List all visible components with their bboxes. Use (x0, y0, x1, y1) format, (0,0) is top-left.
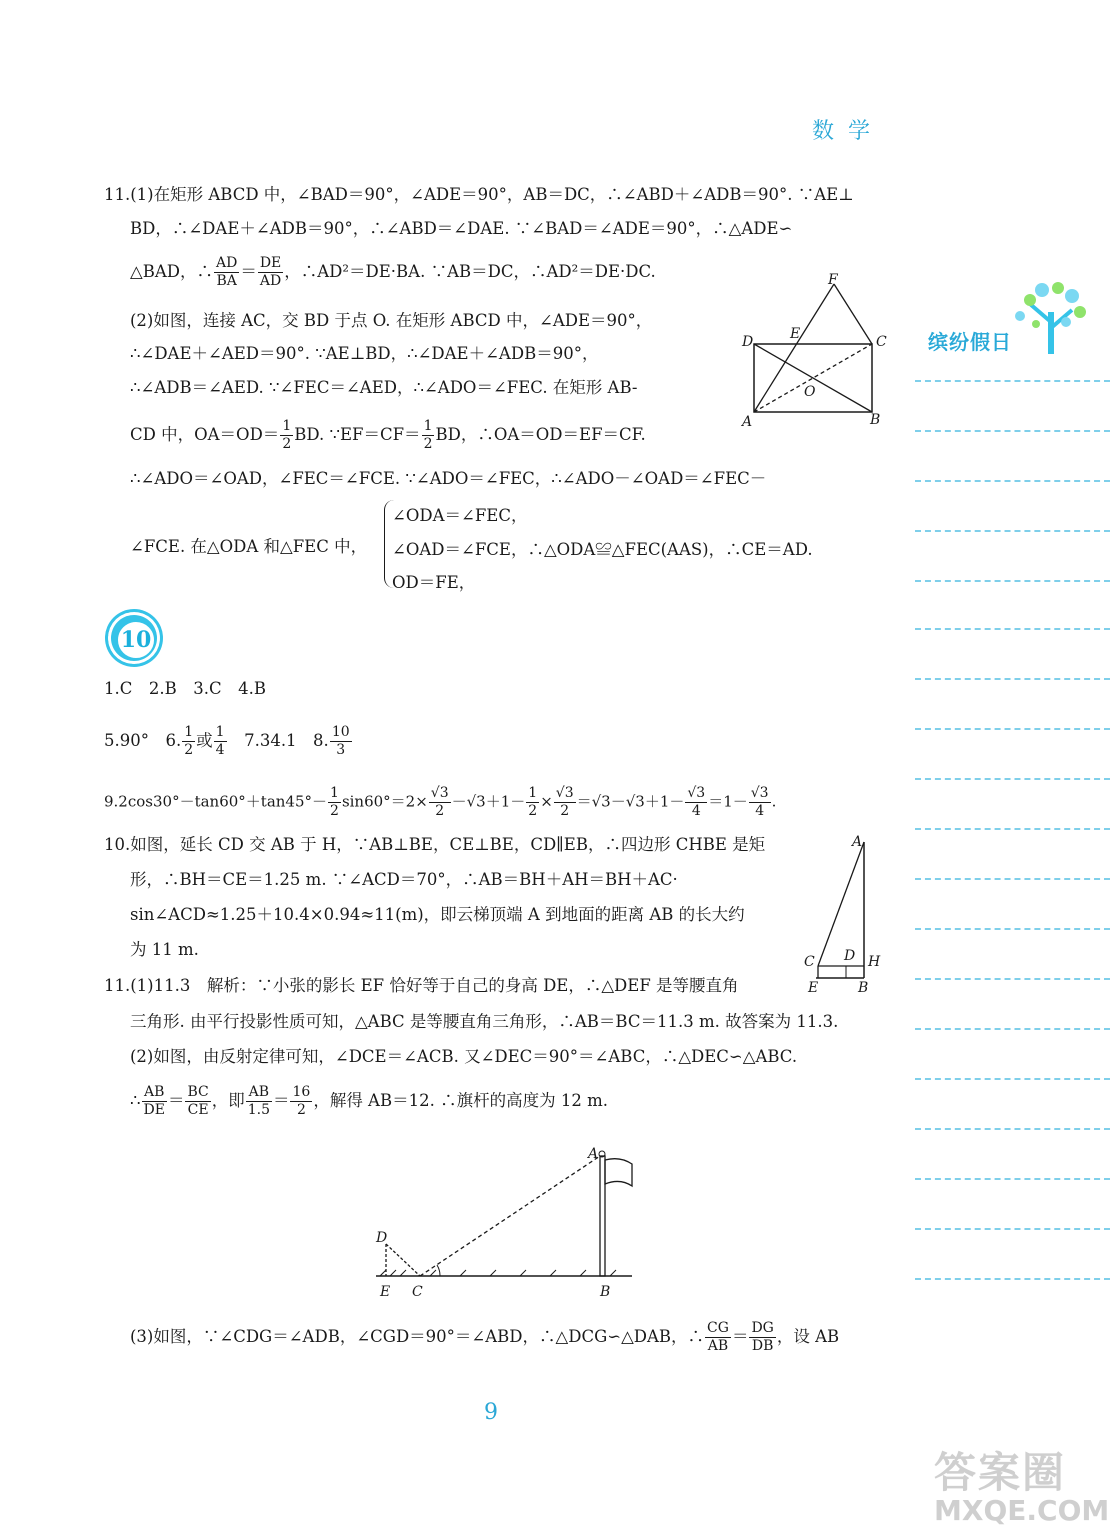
solution-line: 形，∴BH＝CE＝1.25 m. ∵∠ACD＝70°，∴AB＝BH＋AH＝BH＋AC· (130, 870, 678, 889)
fraction: $\frac{AB}{DE}$ (143, 1084, 165, 1118)
note-line (915, 1178, 1110, 1180)
fraction: $\frac{1}{2}$ (528, 785, 538, 819)
label-E: E (790, 326, 801, 342)
fraction: $\frac{AD}{BA}$ (215, 255, 238, 289)
label-B: B (870, 412, 881, 428)
solution-line: (2)如图，由反射定律可知，∠DCE＝∠ACB. 又∠DEC＝90°＝∠ABC，∴△DEC∽△ABC. (130, 1047, 798, 1066)
fraction: $\frac{10}{3}$ (331, 724, 350, 758)
fraction: $\frac{√3}{4}$ (750, 785, 769, 819)
note-line (915, 978, 1110, 980)
answer-line: 1.C 2.B 3.C 4.B (104, 679, 266, 698)
fraction: $\frac{16}{2}$ (292, 1084, 311, 1118)
label-F: F (828, 272, 838, 288)
note-line (915, 878, 1110, 880)
fraction: $\frac{√3}{2}$ (430, 785, 449, 819)
label-A: A (852, 834, 863, 850)
note-line (915, 1128, 1110, 1130)
tree-icon (1010, 282, 1090, 356)
fraction: $\frac{√3}{2}$ (555, 785, 574, 819)
fraction: $\frac{1}{4}$ (215, 724, 225, 758)
rectangle-figure (736, 272, 896, 432)
note-line (915, 1278, 1110, 1280)
fraction: $\frac{1}{2}$ (282, 418, 292, 452)
page-number: 9 (484, 1400, 498, 1425)
label-B: B (858, 980, 869, 996)
note-line (915, 430, 1110, 432)
note-line (915, 580, 1110, 582)
system-line: ∠ODA＝∠FEC， (392, 506, 528, 525)
watermark: 答案圈 MXQE.COM (934, 1448, 1110, 1527)
solution-line: ∴∠DAE＋∠AED＝90°. ∵AE⊥BD，∴∠DAE＋∠ADB＝90°， (130, 344, 599, 363)
label-B: B (600, 1284, 611, 1300)
note-line (915, 530, 1110, 532)
fraction: $\frac{√3}{4}$ (687, 785, 706, 819)
note-line (915, 928, 1110, 930)
section-badge (105, 609, 163, 667)
solution-line: 11.(1)11.3 解析：∵小张的影长 EF 恰好等于自己的身高 DE，∴△DEF 是等腰直角 (104, 976, 739, 995)
solution-line: ∴∠ADB＝∠AED. ∵∠FEC＝∠AED，∴∠ADO＝∠FEC. 在矩形 AB- (130, 378, 638, 397)
note-line (915, 480, 1110, 482)
ladder-figure (800, 832, 890, 996)
solution-line: 为 11 m. (130, 940, 199, 959)
solution-line: △BAD，∴ $\frac{AD}{BA}$ ＝ $\frac{DE}{AD}$ ，∴AD²＝DE·BA. ∵AB＝DC，∴AD²＝DE·DC. (130, 255, 656, 289)
fraction: $\frac{1}{2}$ (330, 785, 339, 819)
fraction: $\frac{DE}{AD}$ (259, 255, 282, 289)
fraction: $\frac{AB}{1.5}$ (247, 1084, 270, 1118)
answer-line: 5.90° 6. $\frac{1}{2}$ 或 $\frac{1}{4}$ 7.34.1 8. $\frac{10}{3}$ (104, 724, 350, 758)
fraction: $\frac{1}{2}$ (423, 418, 433, 452)
fraction: $\frac{1}{2}$ (184, 724, 194, 758)
subject-header: 数学 (812, 119, 885, 144)
label-C: C (412, 1284, 423, 1300)
system-line: ∠OAD＝∠FCE，∴△ODA≌△FEC(AAS)，∴CE＝AD. (392, 540, 813, 559)
solution-line: ∴∠ADO＝∠OAD，∠FEC＝∠FCE. ∵∠ADO＝∠FEC，∴∠ADO－∠OAD＝∠FEC－ (130, 469, 767, 488)
answer-line: 9.2cos30°－tan60°＋tan45°－ $\frac{1}{2}$ sin60°＝2× $\frac{√3}{2}$ －√3＋1－ $\frac{1}{2}$ × $\frac{√3}{2}$ ＝√3－√3＋1－ $\frac{√3}{4}$ ＝1－ $\frac{√3}{4}$ . (104, 785, 777, 819)
label-A: A (742, 414, 753, 430)
label-H: H (868, 954, 881, 970)
label-E: E (808, 980, 819, 996)
sidebar-brand: 缤纷假日 (928, 330, 1012, 354)
solution-line: CD 中，OA＝OD＝ $\frac{1}{2}$ BD. ∵EF＝CF＝ $\frac{1}{2}$ BD，∴OA＝OD＝EF＝CF. (130, 418, 646, 452)
system-line: OD＝FE， (392, 573, 476, 592)
fraction: $\frac{BC}{CE}$ (187, 1084, 209, 1118)
label-D: D (376, 1230, 388, 1246)
solution-line: ∠FCE. 在△ODA 和△FEC 中， (130, 537, 368, 556)
note-line (915, 1078, 1110, 1080)
label-C: C (876, 334, 887, 350)
note-line (915, 728, 1110, 730)
fraction: $\frac{DG}{DB}$ (751, 1320, 774, 1354)
label-E: E (380, 1284, 391, 1300)
fraction: $\frac{CG}{AB}$ (707, 1320, 729, 1354)
solution-line: (2)如图，连接 AC，交 BD 于点 O. 在矩形 ABCD 中，∠ADE＝90°， (130, 311, 653, 330)
solution-line: BD，∴∠DAE＋∠ADB＝90°，∴∠ABD＝∠DAE. ∵∠BAD＝∠ADE＝90°，∴△ADE∽ (130, 219, 793, 238)
note-line (915, 828, 1110, 830)
label-D: D (844, 948, 856, 964)
section-number: 10 (116, 620, 156, 660)
note-line (915, 628, 1110, 630)
flagpole-figure (370, 1140, 650, 1300)
label-O: O (804, 384, 816, 400)
solution-line: 三角形. 由平行投影性质可知，△ABC 是等腰直角三角形，∴AB＝BC＝11.3 m. 故答案为 11.3. (130, 1012, 839, 1031)
solution-line: 10.如图，延长 CD 交 AB 于 H，∵AB⊥BE，CE⊥BE，CD∥EB，∴四边形 CHBE 是矩 (104, 835, 766, 854)
solution-line: (3)如图，∵∠CDG＝∠ADB，∠CGD＝90°＝∠ABD，∴△DCG∽△DAB，∴ $\frac{CG}{AB}$ ＝ $\frac{DG}{DB}$ ，设 AB (130, 1320, 840, 1354)
label-C: C (804, 954, 815, 970)
note-line (915, 678, 1110, 680)
note-line (915, 778, 1110, 780)
solution-line: sin∠ACD≈1.25＋10.4×0.94≈11(m)，即云梯顶端 A 到地面的距离 AB 的长大约 (130, 905, 745, 924)
note-line (915, 380, 1110, 382)
note-line (915, 1028, 1110, 1030)
solution-line: ∴ $\frac{AB}{DE}$ ＝ $\frac{BC}{CE}$ ，即 $\frac{AB}{1.5}$ ＝ $\frac{16}{2}$ ，解得 AB＝12. ∴旗杆的高度为 12 m. (130, 1084, 608, 1118)
solution-line: 11.(1)在矩形 ABCD 中，∠BAD＝90°，∠ADE＝90°，AB＝DC，∴∠ABD＋∠ADB＝90°. ∵AE⊥ (104, 185, 854, 204)
label-D: D (742, 334, 754, 350)
note-line (915, 1228, 1110, 1230)
label-A: A (588, 1146, 599, 1162)
